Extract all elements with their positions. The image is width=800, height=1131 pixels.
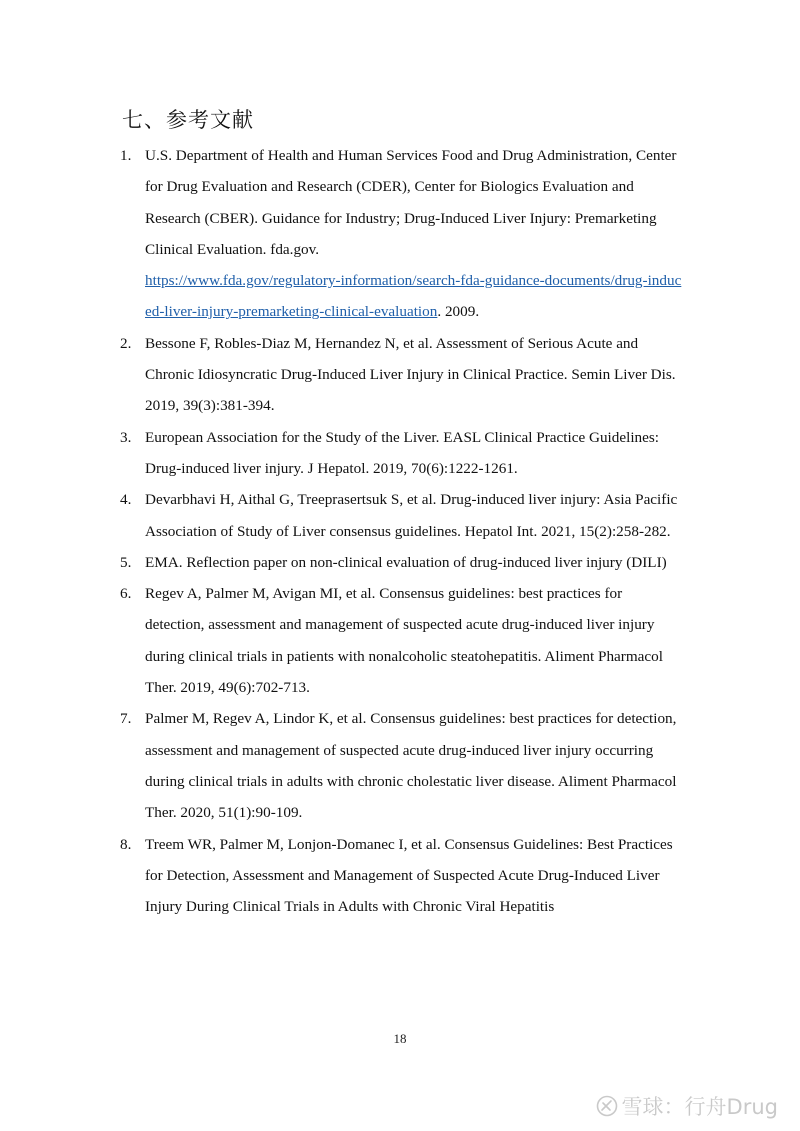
xueqiu-logo-icon: [596, 1095, 618, 1117]
reference-item: [120, 547, 685, 578]
reference-text: Bessone F, Robles-Diaz M, Hernandez N, et al. Assessment of Serious Acute and Chronic Idiosyncratic Drug-Induced Liver Injury in Clinical Practice. Semin Liver Dis. 2019, 39(3):381-394.: [145, 334, 676, 415]
reference-item: [120, 484, 685, 547]
reference-text: Regev A, Palmer M, Avigan MI, et al. Consensus guidelines: best practices for detection, assessment and management of suspected acute drug-induced liver injury during clinical trials in patients with nonalcoholic steatohepatitis. Aliment Pharmacol Ther. 2019, 49(6):702-713.: [145, 585, 663, 697]
reference-text: U.S. Department of Health and Human Services Food and Drug Administration, Center for Drug Evaluation and Research (CDER), Center for Biologics Evaluation and Research (CBER). Guidance for Industry; Drug-Induced Liver Injury: Premarketing Clinical Evaluation. fda.gov.: [145, 147, 677, 258]
reference-item: [120, 328, 685, 422]
reference-text: Treem WR, Palmer M, Lonjon-Domanec I, et al. Consensus Guidelines: Best Practices for Detection, Assessment and Management of Suspected Acute Drug-Induced Liver Injury During Clinical Trials in Adults with Chronic Viral Hepatitis: [145, 835, 673, 916]
reference-item: [120, 578, 685, 703]
reference-number: 3.: [120, 428, 132, 446]
reference-text-suffix: . 2009.: [437, 303, 480, 321]
reference-item: [120, 829, 685, 923]
reference-link[interactable]: https://www.fda.gov/regulatory-information/search-fda-guidance-documents/drug-induced-liver-injury-premarketing-clinical-evaluation: [145, 272, 682, 321]
section-heading: 七、参考文献: [122, 108, 254, 132]
reference-item: [120, 422, 685, 485]
page-number: 18: [393, 1031, 407, 1046]
reference-list: [120, 140, 685, 922]
reference-text: Palmer M, Regev A, Lindor K, et al. Consensus guidelines: best practices for detection, assessment and management of suspected acute drug-induced liver injury occurring during clinical trials in adults with chronic cholestatic liver disease. Aliment Pharmacol Ther. 2020, 51(1):90-109.: [145, 710, 677, 822]
reference-number: 2.: [120, 334, 132, 352]
reference-number: 6.: [120, 585, 132, 603]
reference-number: 1.: [120, 147, 132, 164]
reference-number: 8.: [120, 835, 132, 853]
reference-text: European Association for the Study of the Liver. EASL Clinical Practice Guidelines: Drug-induced liver injury. J Hepatol. 2019, 70(6):1222-1261.: [145, 428, 660, 477]
watermark: [596, 1091, 778, 1121]
reference-number: 4.: [120, 491, 132, 509]
watermark-text: 雪球：行舟Drug: [621, 1095, 778, 1119]
reference-text: Devarbhavi H, Aithal G, Treeprasertsuk S, et al. Drug-induced liver injury: Asia Pacific Association of Study of Liver consensus guidelines. Hepatol Int. 2021, 15(2):258-282.: [145, 491, 678, 540]
reference-text: EMA. Reflection paper on non-clinical evaluation of drug-induced liver injury (DILI): [145, 553, 667, 571]
reference-item: [120, 703, 685, 828]
reference-item: [120, 140, 685, 328]
reference-number: 7.: [120, 710, 132, 728]
reference-number: 5.: [120, 553, 132, 571]
